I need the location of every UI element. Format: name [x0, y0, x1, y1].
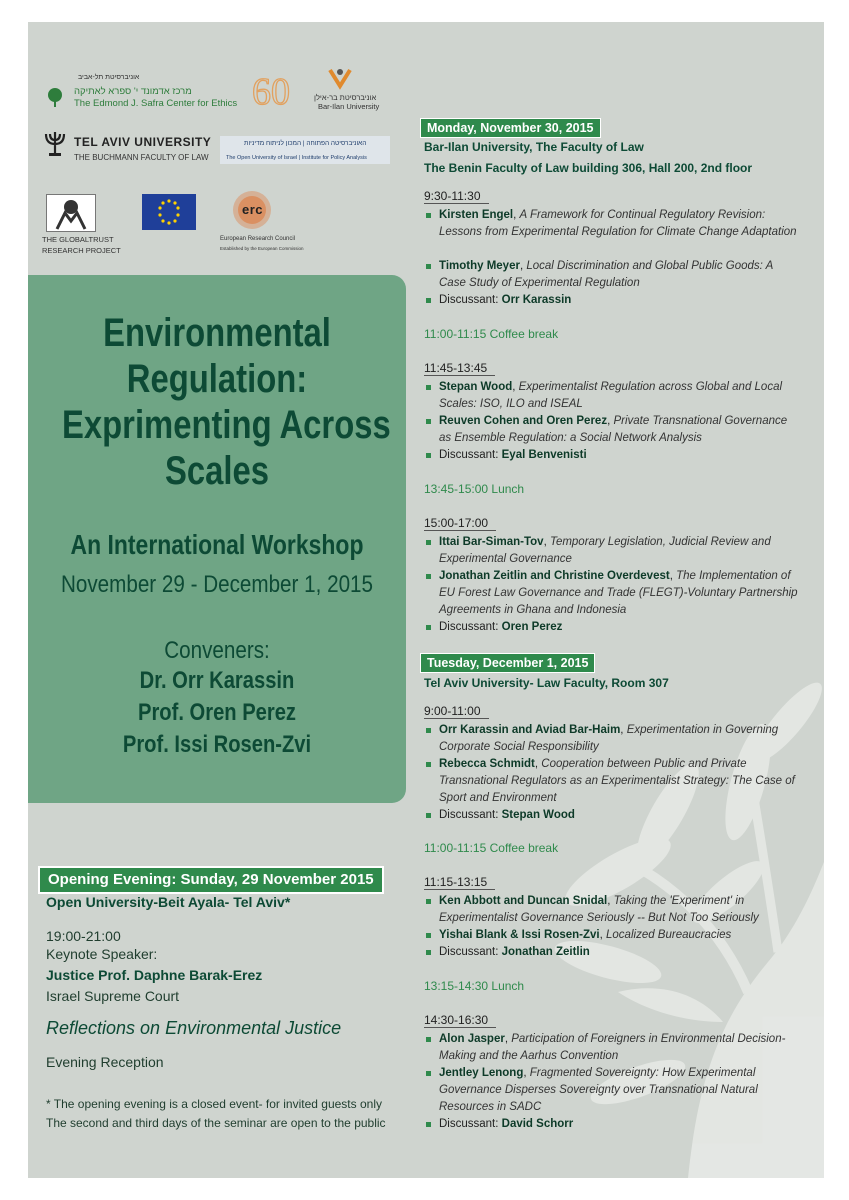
talk-item: Jentley Lenong, Fragmented Sovereignty: How Experimental Governance Disperses Sovereignty over Transnational Natural Resources in SADC	[426, 1065, 798, 1116]
monday-room: The Benin Faculty of Law building 306, Hall 200, 2nd floor	[424, 161, 753, 175]
globaltrust-logo-box	[46, 194, 96, 232]
convener-3: Prof. Issi Rosen-Zvi	[122, 731, 312, 758]
title-line-3: Exprimenting Across	[62, 403, 391, 447]
monday-coffee-break: 11:00-11:15 Coffee break	[424, 327, 559, 341]
safra-tree-icon	[44, 86, 66, 108]
globaltrust-line2: RESEARCH PROJECT	[42, 246, 121, 255]
talk-item: Orr Karassin and Aviad Bar-Haim, Experimentation in Governing Corporate Social Responsibility	[426, 722, 798, 756]
erc-subtitle: Established by the European Commission	[220, 246, 304, 251]
evening-reception: Evening Reception	[46, 1054, 164, 1070]
tuesday-date-bar: Tuesday, December 1, 2015	[420, 653, 595, 673]
workshop-title	[62, 310, 391, 494]
tuesday-venue: Tel Aviv University- Law Faculty, Room 307	[424, 676, 669, 690]
keynote-talk-title: Reflections on Environmental Justice	[46, 1018, 342, 1038]
tuesday-session-1-time: 9:00-11:00	[424, 704, 489, 719]
opening-location: Open University-Beit Ayala- Tel Aviv*	[46, 894, 291, 910]
workshop-subtitle: An International Workshop	[70, 529, 364, 560]
erc-full-name: European Research Council	[220, 236, 296, 242]
title-panel	[28, 275, 406, 803]
title-line-1: Environmental	[103, 311, 331, 355]
monday-session-1-time: 9:30-11:30	[424, 189, 489, 204]
bar-ilan-name: Bar-Ilan University	[318, 102, 380, 111]
talk-item: Stepan Wood, Experimentalist Regulation across Global and Local Scales: ISO, ILO and ISEAL	[426, 379, 798, 413]
conveners-heading: Conveners:	[164, 637, 270, 664]
talk-item: Jonathan Zeitlin and Christine Overdevest, The Implementation of EU Forest Law Governance and Trade (FLEGT)-Voluntary Partnership Agreements in Ghana and Indonesia	[426, 568, 798, 619]
monday-session-3-time: 15:00-17:00	[424, 516, 496, 531]
discussant-item: Discussant: Jonathan Zeitlin	[426, 944, 798, 961]
talk-item: Reuven Cohen and Oren Perez, Private Transnational Governance as Ensemble Regulation: a Social Network Analysis	[426, 413, 798, 447]
discussant-item: Discussant: Oren Perez	[426, 619, 798, 636]
bar-ilan-icon	[326, 66, 354, 90]
safra-center-name: The Edmond J. Safra Center for Ethics	[74, 98, 238, 109]
tuesday-session-3-time: 14:30-16:30	[424, 1013, 496, 1028]
talk-item: Alon Jasper, Participation of Foreigners in Environmental Decision-Making and the Aarhus Convention	[426, 1031, 798, 1065]
monday-lunch: 13:45-15:00 Lunch	[424, 482, 525, 496]
discussant-item: Discussant: Orr Karassin	[426, 292, 798, 309]
tau-main-name: TEL AVIV UNIVERSITY	[74, 135, 212, 149]
poster	[28, 22, 824, 1178]
tuesday-lunch: 13:15-14:30 Lunch	[424, 979, 525, 993]
convener-1: Dr. Orr Karassin	[139, 667, 295, 694]
monday-venue: Bar-Ilan University, The Faculty of Law	[424, 140, 644, 154]
opening-time: 19:00-21:00	[46, 928, 121, 944]
tuesday-coffee-break: 11:00-11:15 Coffee break	[424, 841, 559, 855]
convener-2: Prof. Oren Perez	[138, 699, 296, 726]
60-anniversary-logo	[250, 68, 310, 112]
open-days-note: The second and third days of the seminar are open to the public	[46, 1116, 386, 1130]
talk-item: Timothy Meyer, Local Discrimination and Global Public Goods: A Case Study of Experimental Regulation	[426, 258, 798, 292]
opening-evening-bar: Opening Evening: Sunday, 29 November 2015	[38, 866, 384, 894]
globaltrust-line1: THE GLOBALTRUST	[42, 235, 114, 244]
closed-event-note: * The opening evening is a closed event- for invited guests only	[46, 1097, 382, 1111]
talk-item: Ittai Bar-Siman-Tov, Temporary Legislation, Judicial Review and Experimental Governance	[426, 534, 798, 568]
erc-letters: erc	[242, 202, 264, 217]
speaker-affiliation: Israel Supreme Court	[46, 988, 180, 1004]
discussant-item: Discussant: Stepan Wood	[426, 807, 798, 824]
discussant-item: Discussant: David Schorr	[426, 1116, 798, 1133]
talk-item: Ken Abbott and Duncan Snidal, Taking the 'Experiment' in Experimentalist Governance Seriously -- But Not Too Seriously	[426, 893, 798, 927]
keynote-speaker: Justice Prof. Daphne Barak-Erez	[46, 967, 263, 983]
monday-session-2-time: 11:45-13:45	[424, 361, 495, 376]
safra-hebrew: מרכז אדמונד י' ספרא לאתיקה	[74, 86, 192, 97]
open-univ-name: The Open University of Israel | Institute for Policy Analysis	[226, 155, 367, 161]
talk-item: Yishai Blank & Issi Rosen-Zvi, Localized Bureaucracies	[426, 927, 798, 944]
open-univ-hebrew: האוניברסיטה הפתוחה | המכון לניתוח מדיניות	[244, 140, 367, 147]
tau-faculty-name: THE BUCHMANN FACULTY OF LAW	[74, 153, 209, 162]
tau-hebrew-small: אוניברסיטת תל-אביב	[78, 74, 140, 81]
workshop-dates: November 29 - December 1, 2015	[60, 571, 374, 598]
svg-text:60: 60	[252, 71, 290, 112]
monday-date-bar: Monday, November 30, 2015	[420, 118, 601, 138]
tau-menorah-icon	[42, 128, 68, 158]
talk-item: Kirsten Engel, A Framework for Continual Regulatory Revision: Lessons from Experimental Regulation for Climate Change Adaptation	[426, 207, 798, 241]
bar-ilan-hebrew: אוניברסיטת בר-אילן	[314, 93, 377, 102]
title-line-2: Regulation:	[126, 357, 308, 401]
talk-item: Rebecca Schmidt, Cooperation between Public and Private Transnational Regulators as an Experimentalist Strategy: The Case of Sport and Environment	[426, 756, 798, 807]
tuesday-session-2-time: 11:15-13:15	[424, 875, 495, 890]
title-line-4: Scales	[165, 449, 269, 493]
eu-flag-icon	[142, 194, 196, 230]
discussant-item: Discussant: Eyal Benvenisti	[426, 447, 798, 464]
keynote-label: Keynote Speaker:	[46, 946, 158, 962]
